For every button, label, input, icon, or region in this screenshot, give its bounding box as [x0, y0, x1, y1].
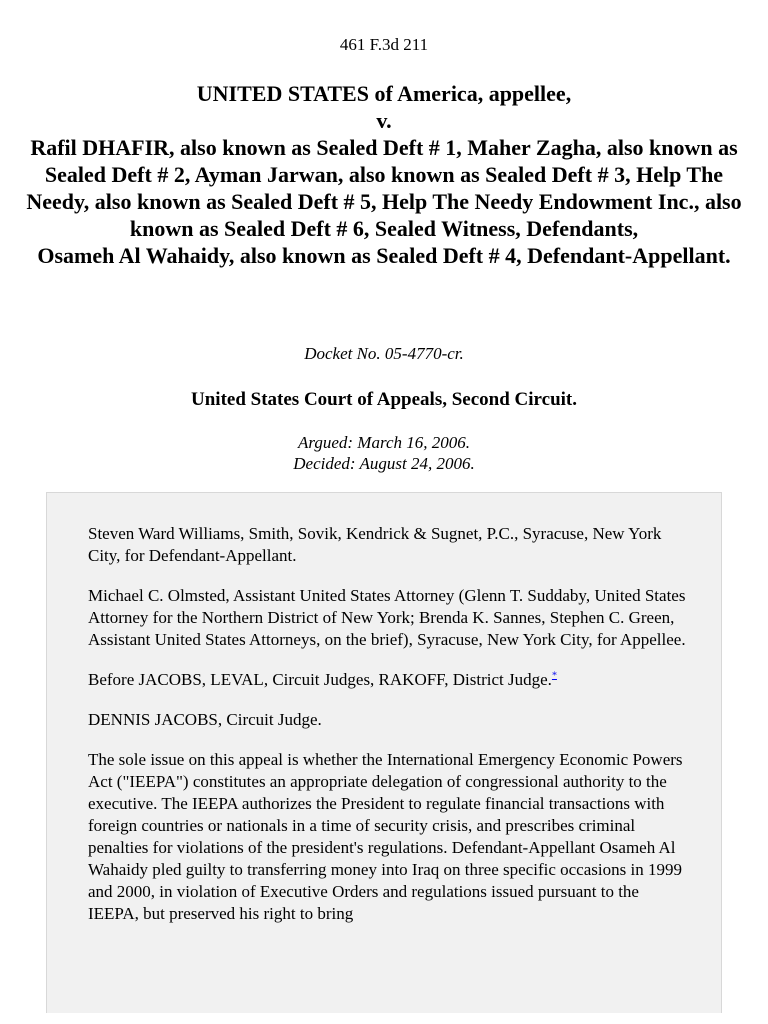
opinion-text [88, 523, 688, 943]
court-name: United States Court of Appeals, Second Circuit. [191, 389, 577, 410]
footnote-link[interactable]: * [551, 670, 557, 682]
panel-judges [88, 669, 688, 691]
caption-plaintiff: UNITED STATES of America, appellee, [196, 81, 572, 106]
caption-appellant: Osameh Al Wahaidy, also known as Sealed Deft # 4, Defendant-Appellant. [37, 243, 731, 268]
argued-date: Argued: March 16, 2006. [297, 433, 471, 452]
decided-date: Decided: August 24, 2006. [293, 454, 475, 473]
caption-versus: v. [376, 108, 392, 133]
case-dates [0, 432, 768, 474]
case-caption [24, 80, 744, 269]
docket-number: Docket No. 05-4770-cr. [304, 344, 464, 363]
counsel-appellant: Steven Ward Williams, Smith, Sovik, Kendrick & Sugnet, P.C., Syracuse, New York City, for Defendant-Appellant. [88, 524, 662, 565]
caption-defendants: Rafil DHAFIR, also known as Sealed Deft # 1, Maher Zagha, also known as Sealed Deft # 2, Ayman Jarwan, also known as Sealed Deft # 3, Help The Needy, also known as Sealed Deft # 5, Help The Needy Endowment Inc., also known as Sealed Deft # 6, Sealed Witness, Defendants, [26, 135, 742, 241]
counsel-appellee: Michael C. Olmsted, Assistant United States Attorney (Glenn T. Suddaby, United States Attorney for the Northern District of New York; Brenda K. Sannes, Stephen C. Green, Assistant United States Attorneys, on the brief), Syracuse, New York City, for Appellee. [88, 586, 686, 649]
case-citation: 461 F.3d 211 [339, 35, 429, 54]
opinion-author: DENNIS JACOBS, Circuit Judge. [88, 710, 322, 729]
opinion-body [46, 492, 722, 1013]
panel-text: Before JACOBS, LEVAL, Circuit Judges, RAKOFF, District Judge. [88, 670, 552, 689]
opening-paragraph: The sole issue on this appeal is whether the International Emergency Economic Powers Act ("IEEPA") constitutes an appropriate delegation of congressional authority to the executive. The IEEPA authorizes the President to regulate financial transactions with foreign countries or nationals in a time of security crisis, and prescribes criminal penalties for violations of the president's regulations. Defendant-Appellant Osameh Al Wahaidy pled guilty to transferring money into Iraq on three specific occasions in 1999 and 2000, in violation of Executive Orders and regulations issued pursuant to the IEEPA, but preserved his right to bring [88, 750, 683, 923]
